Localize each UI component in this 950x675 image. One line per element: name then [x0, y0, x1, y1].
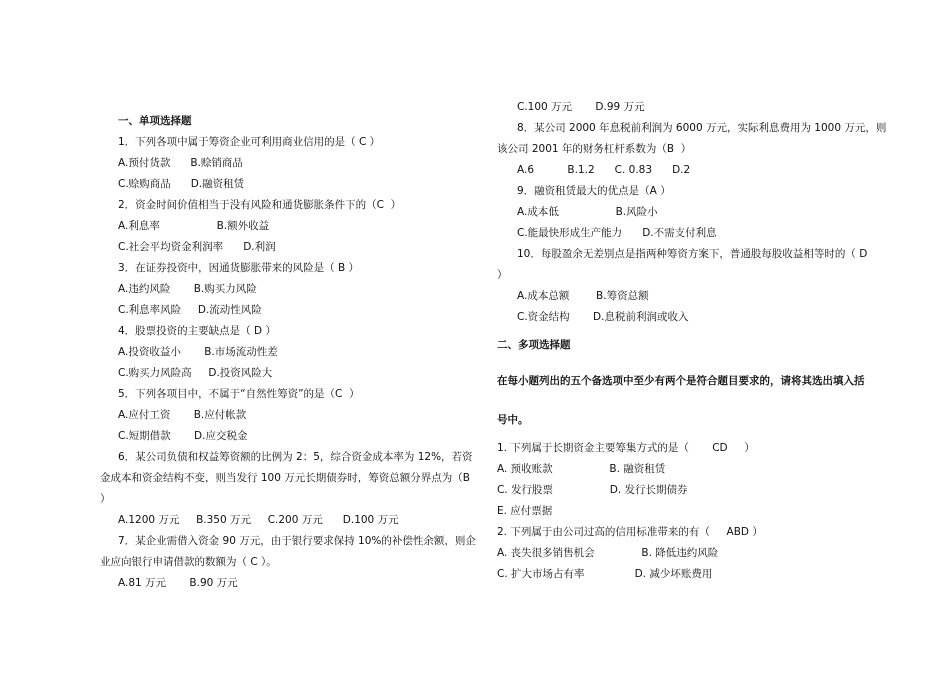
text-line: 该公司 2001 年的财务杠杆系数为（B ） [497, 143, 692, 155]
text-line: ） [100, 493, 111, 505]
text-line: 1. 下列属于长期资金主要筹集方式的是（ CD ） [497, 442, 755, 454]
text-line: 业应向银行申请借款的数额为（ C ）。 [100, 556, 277, 568]
text-line: A.1200 万元 B.350 万元 C.200 万元 D.100 万元 [118, 514, 399, 526]
text-line: C.购买力风险高 D.投资风险大 [118, 367, 273, 379]
text-line: A.预付货款 B.赊销商品 [118, 157, 243, 169]
section-heading-multiple-choice: 二、多项选择题 [497, 339, 571, 351]
text-line: 4．股票投资的主要缺点是（ D ） [118, 325, 276, 337]
text-line: A.违约风险 B.购买力风险 [118, 283, 257, 295]
text-line: C.能最快形成生产能力 D.不需支付利息 [517, 227, 717, 239]
text-line: C.利息率风险 D.流动性风险 [118, 304, 262, 316]
text-line: 2．资金时间价值相当于没有风险和通货膨胀条件下的（C ） [118, 199, 402, 211]
text-line: 7．某企业需借入资金 90 万元，由于银行要求保持 10%的补偿性余额，则企 [118, 535, 476, 547]
text-line: A.成本低 B.风险小 [517, 206, 658, 218]
text-line: ） [497, 269, 508, 281]
instruction-text-cont: 号中。 [497, 414, 529, 426]
text-line: C.100 万元 D.99 万元 [517, 101, 645, 113]
text-line: E. 应付票据 [497, 505, 553, 517]
text-line: 2. 下列属于由公司过高的信用标准带来的有（ ABD ） [497, 526, 763, 538]
text-line: 金成本和资金结构不变，则当发行 100 万元长期债券时，筹资总额分界点为（B [100, 472, 470, 484]
text-line: C.社会平均资金利润率 D.利润 [118, 241, 276, 253]
text-line: C.短期借款 D.应交税金 [118, 430, 248, 442]
text-line: C.赊购商品 D.融资租赁 [118, 178, 245, 190]
text-line: C.资金结构 D.息税前利润或收入 [517, 311, 689, 323]
text-line: A.81 万元 B.90 万元 [118, 577, 238, 589]
text-line: A. 丧失很多销售机会 B. 降低违约风险 [497, 547, 719, 559]
section-heading-single-choice: 一、单项选择题 [118, 115, 192, 127]
text-line: 10．每股盈余无差别点是指两种筹资方案下，普通股每股收益相等时的（ D [517, 248, 868, 260]
instruction-text: 在每小题列出的五个备选项中至少有两个是符合题目要求的，请将其选出填入括 [497, 375, 865, 387]
text-line: 9．融资租赁最大的优点是（A ） [517, 185, 671, 197]
text-line: A. 预收账款 B. 融资租赁 [497, 463, 666, 475]
text-line: A.利息率 B.额外收益 [118, 220, 270, 232]
text-line: C. 发行股票 D. 发行长期债券 [497, 484, 688, 496]
text-line: A.投资收益小 B.市场流动性差 [118, 346, 278, 358]
text-line: A.6 B.1.2 C. 0.83 D.2 [517, 164, 691, 176]
text-line: 3．在证券投资中，因通货膨胀带来的风险是（ B ） [118, 262, 360, 274]
text-line: 1．下列各项中属于筹资企业可利用商业信用的是（ C ） [118, 136, 381, 148]
text-line: C. 扩大市场占有率 D. 减少坏账费用 [497, 568, 713, 580]
text-line: A.成本总额 B.筹资总额 [517, 290, 649, 302]
text-line: 6．某公司负债和权益筹资额的比例为 2：5，综合资金成本率为 12%，若资 [118, 451, 473, 463]
text-line: 8．某公司 2000 年息税前利润为 6000 万元，实际利息费用为 1000 万元，则 [517, 122, 887, 134]
text-line: A.应付工资 B.应付帐款 [118, 409, 247, 421]
text-line: 5．下列各项目中，不属于“自然性筹资”的是（C ） [118, 388, 360, 400]
